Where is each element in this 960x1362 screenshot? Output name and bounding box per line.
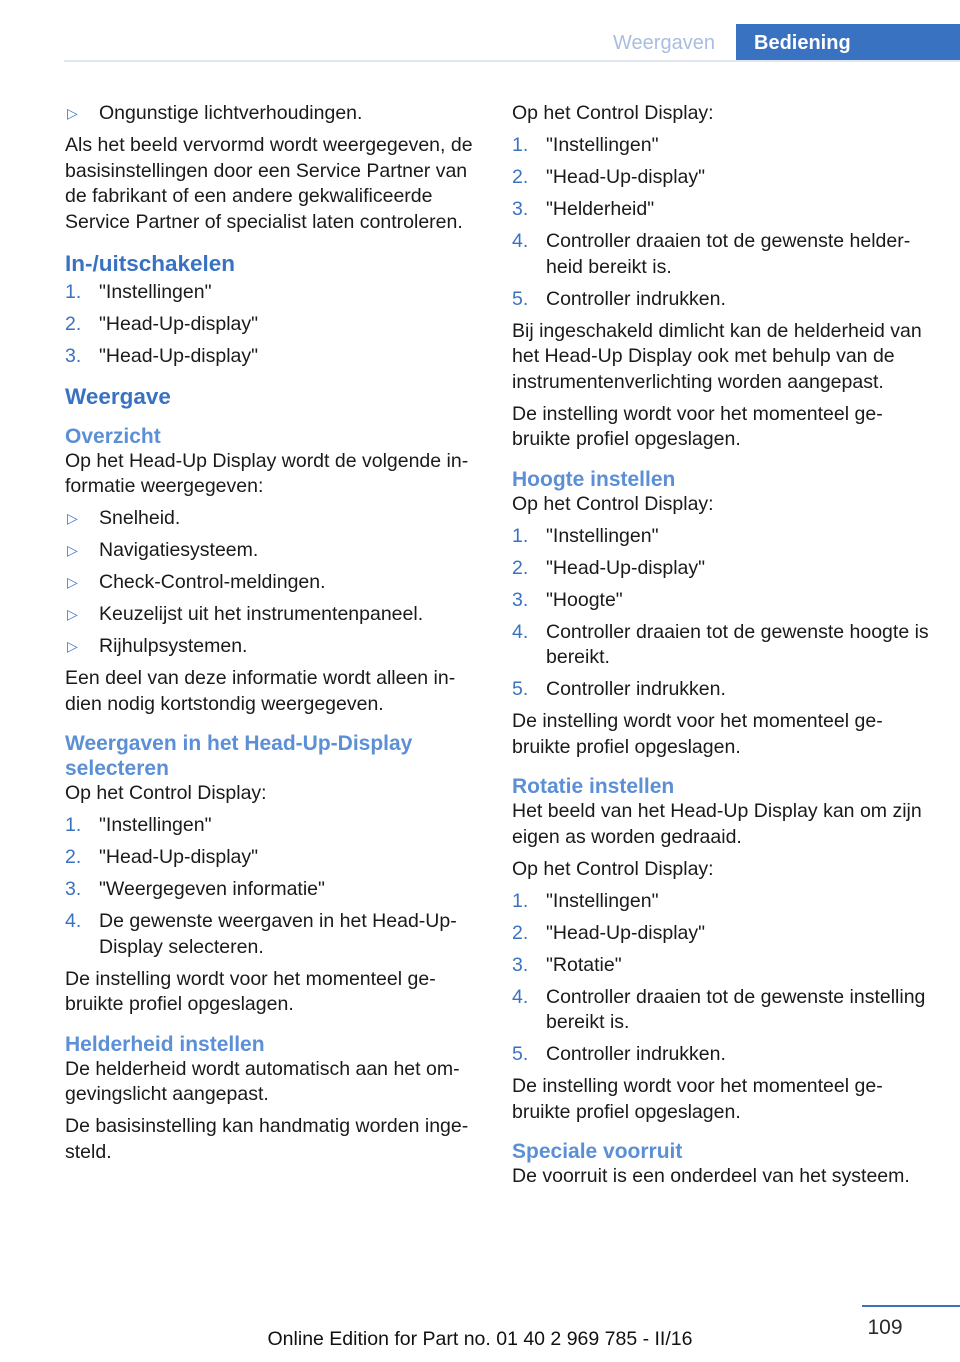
list-item xyxy=(512,921,932,947)
heading-in-uitschakelen: In-/uitschakelen xyxy=(65,251,236,276)
helderheid-p2: De basisinstelling kan handmatig worden ingesteld. xyxy=(65,1115,469,1163)
list-item xyxy=(512,620,932,671)
list-item xyxy=(65,280,480,306)
list-item xyxy=(65,845,480,871)
list-item xyxy=(65,570,480,596)
step-number: 5. xyxy=(512,287,529,310)
header-tab-weergaven[interactable]: Weergaven xyxy=(613,32,715,54)
heading-overzicht: Overzicht xyxy=(65,424,161,448)
step-number: 1. xyxy=(512,889,529,912)
step-text: "Head-Up-display" xyxy=(99,313,259,335)
list-item xyxy=(512,287,932,313)
heading-helderheid-instellen: Helderheid instellen xyxy=(65,1032,265,1056)
heading-rotatie-instellen: Rotatie instellen xyxy=(512,775,675,798)
bullet-text: Navigatiesysteem. xyxy=(99,539,259,561)
inuit-steps xyxy=(65,280,480,370)
heading-weergave: Weergave xyxy=(65,383,171,409)
footer-edition-text: Online Edition for Part no. 01 40 2 969 785 - II/16 xyxy=(267,1328,693,1350)
weergaven-intro: Op het Control Display: xyxy=(65,782,267,804)
list-item xyxy=(65,506,480,532)
list-item xyxy=(65,909,480,960)
step-number: 4. xyxy=(512,620,529,643)
weergaven-steps xyxy=(65,813,480,960)
top-bullet-list xyxy=(65,101,480,127)
page-number-rule xyxy=(862,1305,960,1307)
step-text: Controller indrukken. xyxy=(546,1043,726,1065)
helderheid-dimlicht-paragraph: Bij ingeschakeld dimlicht kan de helderheid van het Head-Up Display ook met behulp van de instrumentenverlichting worden aangepast. xyxy=(512,319,922,393)
step-number: 3. xyxy=(512,198,529,220)
helderheid-intro: Op het Control Display: xyxy=(512,102,714,124)
step-text: "Head-Up-display" xyxy=(546,166,706,188)
list-item xyxy=(65,634,480,660)
step-number: 2. xyxy=(512,556,529,579)
step-text: De gewenste weergaven in het Head-Up-Display selecteren. xyxy=(99,910,457,958)
step-number: 2. xyxy=(512,921,529,944)
triangle-bullet-icon: ▷ xyxy=(67,105,78,121)
triangle-bullet-icon: ▷ xyxy=(67,638,78,654)
list-item xyxy=(512,677,932,703)
step-number: 2. xyxy=(512,166,529,188)
list-item xyxy=(65,877,480,903)
step-text: "Instellingen" xyxy=(99,281,212,303)
list-item xyxy=(512,524,932,550)
list-item xyxy=(65,813,480,839)
list-item xyxy=(512,889,932,915)
step-number: 2. xyxy=(65,313,82,335)
list-item xyxy=(512,197,932,223)
list-item xyxy=(512,133,932,159)
step-number: 3. xyxy=(512,953,529,976)
helderheid-p1: De helderheid wordt automatisch aan het omgevingslicht aangepast. xyxy=(65,1057,460,1105)
helderheid-profiel-paragraph: De instelling wordt voor het momenteel gebruikte profiel opgeslagen. xyxy=(512,402,883,450)
step-number: 4. xyxy=(512,985,529,1008)
triangle-bullet-icon: ▷ xyxy=(67,574,78,590)
right-column xyxy=(512,101,932,1196)
list-item xyxy=(65,101,480,127)
step-text: "Head-Up-display" xyxy=(546,556,706,579)
step-text: "Hoogte" xyxy=(546,588,623,611)
step-text: "Instellingen" xyxy=(546,134,659,156)
step-number: 2. xyxy=(65,846,82,868)
step-text: "Head-Up-display" xyxy=(99,846,259,868)
step-number: 3. xyxy=(65,345,82,367)
step-number: 4. xyxy=(512,230,529,252)
overzicht-intro: Op het Head-Up Display wordt de volgende informatie weergegeven: xyxy=(65,449,469,497)
hoogte-intro: Op het Control Display: xyxy=(512,492,714,515)
step-number: 1. xyxy=(512,524,529,547)
triangle-bullet-icon: ▷ xyxy=(67,542,78,558)
list-item xyxy=(512,556,932,582)
list-item xyxy=(65,344,480,370)
step-number: 1. xyxy=(65,281,82,303)
step-text: "Weergegeven informatie" xyxy=(99,878,325,900)
bullet-text: Keuzelijst uit het instrumentenpaneel. xyxy=(99,603,424,625)
hoogte-outro: De instelling wordt voor het momenteel gebruikte profiel opgeslagen. xyxy=(512,710,883,758)
step-text: Controller indrukken. xyxy=(546,287,726,310)
page-number: 109 xyxy=(867,1316,903,1339)
rotatie-intro: Op het Control Display: xyxy=(512,857,714,880)
step-text: "Rotatie" xyxy=(546,953,622,976)
bullet-text: Rijhulpsystemen. xyxy=(99,635,248,657)
triangle-bullet-icon: ▷ xyxy=(67,510,78,526)
overzicht-outro: Een deel van deze informatie wordt alleen indien nodig kortstondig weergegeven. xyxy=(65,667,456,715)
step-number: 3. xyxy=(65,878,82,900)
step-number: 5. xyxy=(512,678,529,700)
bullet-text: Ongunstige lichtverhoudingen. xyxy=(99,102,363,124)
bullet-text: Snelheid. xyxy=(99,507,181,529)
step-number: 5. xyxy=(512,1043,529,1065)
list-item xyxy=(65,538,480,564)
list-item xyxy=(512,165,932,191)
step-text: "Instellingen" xyxy=(546,889,659,912)
step-number: 1. xyxy=(512,134,529,156)
step-text: Controller draaien tot de gewenste helderheid bereikt is. xyxy=(546,230,911,278)
step-number: 1. xyxy=(65,814,82,836)
hoogte-steps xyxy=(512,524,932,703)
list-item xyxy=(65,602,480,628)
step-text: Controller draaien tot de gewenste hoogte is bereikt. xyxy=(546,620,929,668)
list-item xyxy=(512,1042,932,1068)
list-item xyxy=(512,985,932,1036)
list-item xyxy=(512,953,932,979)
weergaven-outro: De instelling wordt voor het momenteel gebruikte profiel opgeslagen. xyxy=(65,967,436,1015)
step-text: "Head-Up-display" xyxy=(546,921,706,944)
bullet-text: Check-Control-meldingen. xyxy=(99,571,326,593)
voorruit-p1: De voorruit is een onderdeel van het systeem. xyxy=(512,1165,910,1187)
header-rule xyxy=(64,60,960,62)
list-item xyxy=(512,588,932,614)
step-number: 4. xyxy=(65,910,82,932)
rotatie-steps xyxy=(512,889,932,1068)
step-number: 3. xyxy=(512,588,529,611)
intro-paragraph: Als het beeld vervormd wordt weergegeven, de basisinstellingen door een Service Partner van de fabrikant of een andere gekwalificeerde Service Partner of specialist laten controleren. xyxy=(65,134,473,233)
overzicht-bullets xyxy=(65,506,480,660)
step-text: Controller draaien tot de gewenste instelling bereikt is. xyxy=(546,985,926,1033)
rotatie-p1: Het beeld van het Head-Up Display kan om zijn eigen as worden gedraaid. xyxy=(512,800,922,848)
list-item xyxy=(512,229,932,280)
helderheid-steps xyxy=(512,133,932,312)
header-tab-bediening[interactable]: Bediening xyxy=(736,24,960,61)
heading-weergaven-selecteren: Weergaven in het Head-Up-Display selecteren xyxy=(65,732,413,780)
step-text: "Head-Up-display" xyxy=(99,345,259,367)
list-item xyxy=(65,312,480,338)
step-text: "Instellingen" xyxy=(99,814,212,836)
left-column xyxy=(65,101,480,1172)
heading-speciale-voorruit: Speciale voorruit xyxy=(512,1140,683,1163)
triangle-bullet-icon: ▷ xyxy=(67,606,78,622)
step-text: "Instellingen" xyxy=(546,524,659,547)
rotatie-outro: De instelling wordt voor het momenteel gebruikte profiel opgeslagen. xyxy=(512,1075,883,1123)
heading-hoogte-instellen: Hoogte instellen xyxy=(512,467,676,491)
step-text: Controller indrukken. xyxy=(546,678,726,700)
step-text: "Helderheid" xyxy=(546,198,655,220)
